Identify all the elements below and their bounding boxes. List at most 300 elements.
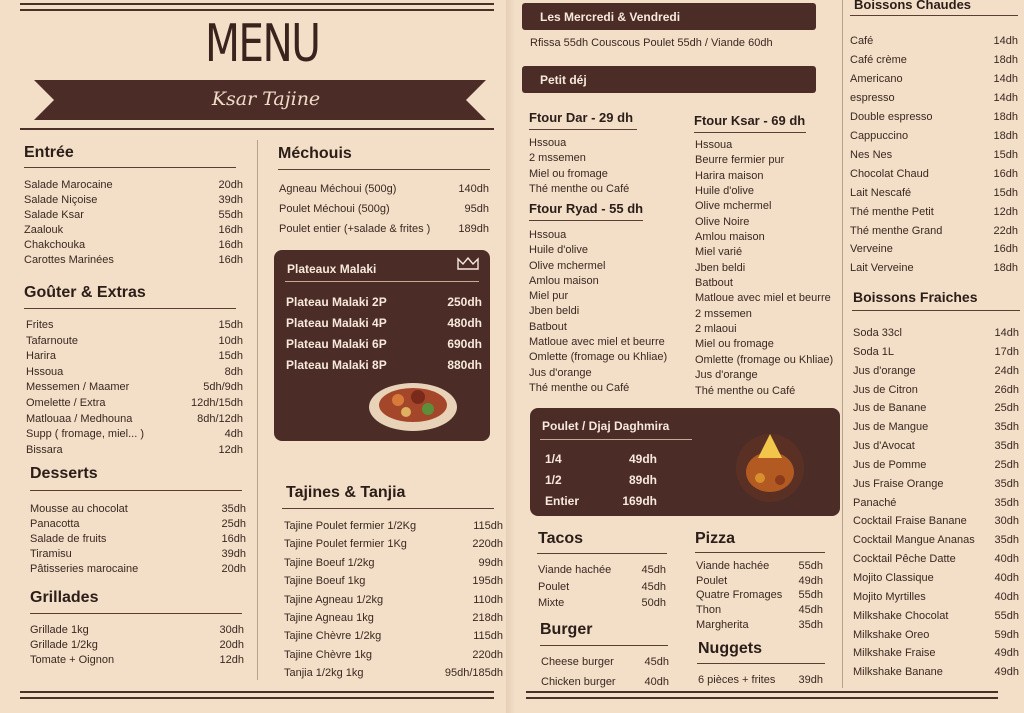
menu-item (696, 559, 823, 574)
menu-item (853, 456, 1019, 475)
list-item: Beurre fermier pur (695, 154, 785, 167)
mercredi-banner (522, 3, 816, 30)
list-item: Matloue avec miel et beurre (529, 336, 665, 349)
item-name: Tajine Agneau 1/2kg (284, 593, 384, 606)
item-name: Cocktail Mangue Ananas (853, 534, 975, 547)
item-price: 220dh (472, 648, 503, 661)
item-name: Chicken burger (541, 676, 616, 688)
menu-item (541, 652, 669, 672)
menu-item (853, 607, 1019, 626)
pizza-list (696, 559, 823, 633)
pizza-title: Pizza (695, 530, 736, 547)
list-item: Olive Noire (695, 215, 750, 228)
menu-item (698, 673, 823, 688)
list-item: Jben beldi (529, 305, 580, 318)
item-price: 18dh (993, 110, 1018, 123)
item-name: Café (850, 35, 874, 47)
item-name: Nes Nes (850, 148, 893, 161)
menu-item (26, 318, 243, 334)
menu-item (26, 349, 243, 365)
item-price: 15dh (993, 186, 1018, 199)
tacos-underline (537, 553, 667, 554)
list-item: Hssoua (529, 229, 567, 241)
menu-item (541, 672, 669, 692)
grillades-title: Grillades (30, 589, 99, 606)
petit-dej-banner (522, 66, 816, 93)
item-name: Plateau Malaki 4P (286, 316, 387, 330)
menu-item (850, 70, 1018, 89)
ftour-dar-title: Ftour Dar - 29 dh (529, 110, 634, 125)
item-name: Carottes Marinées (24, 254, 114, 266)
item-price: 8dh (224, 365, 243, 378)
menu-item (284, 627, 503, 645)
item-price: 45dh (641, 580, 666, 593)
item-price: 39dh (221, 548, 246, 560)
menu-item (850, 108, 1018, 127)
item-price: 16dh (218, 254, 243, 266)
item-name: Harira (26, 350, 56, 363)
mercredi-line: Rfissa 55dh Couscous Poulet 55dh / Viande 60dh (530, 37, 773, 49)
item-name: 6 pièces + frites (698, 674, 776, 686)
item-price: 55dh (994, 609, 1019, 622)
item-price: 880dh (447, 358, 482, 372)
item-price: 690dh (447, 337, 482, 351)
item-name: Mousse au chocolat (30, 503, 128, 515)
entree-title: Entrée (24, 144, 74, 161)
item-name: Soda 1L (853, 345, 894, 358)
menu-item (24, 238, 243, 253)
burger-list (541, 652, 669, 692)
grillades-list (30, 623, 244, 668)
item-name: Mixte (538, 597, 565, 609)
item-name: Viande hachée (538, 564, 612, 576)
plateau-food-image (366, 376, 460, 434)
item-name: Zaalouk (24, 224, 64, 236)
menu-item (853, 531, 1019, 550)
item-price: 20dh (219, 639, 244, 651)
item-name: Jus Fraise Orange (853, 477, 944, 490)
item-name: Tajine Boeuf 1kg (284, 575, 366, 588)
menu-item (284, 572, 503, 590)
mechouis-underline (278, 169, 490, 170)
mechouis-list (279, 179, 489, 239)
menu-item (850, 51, 1018, 70)
boissons-fraiches-title: Boissons Fraiches (853, 289, 978, 305)
list-item: Huile d'olive (695, 185, 754, 198)
item-price: 49dh (994, 647, 1019, 660)
poulet-title: Poulet / Djaj Daghmira (542, 419, 670, 433)
item-name: 1/2 (545, 473, 562, 487)
item-name: Quatre Fromages (696, 589, 783, 602)
list-item: Olive mchermel (695, 200, 772, 213)
entree-list (24, 178, 243, 268)
ftour-ryad-list (529, 228, 667, 396)
item-name: Milkshake Fraise (853, 647, 936, 660)
item-price: 115dh (473, 630, 503, 643)
menu-item (24, 193, 243, 208)
item-price: 12dh/15dh (191, 396, 243, 409)
menu-item (853, 437, 1019, 456)
menu-item (284, 664, 503, 682)
item-price: 16dh (221, 533, 246, 545)
item-name: Bissara (26, 443, 63, 456)
item-name: Salade de fruits (30, 533, 107, 545)
item-name: Entier (545, 494, 580, 508)
item-name: Jus d'Avocat (853, 440, 915, 453)
item-name: Poulet (538, 580, 570, 593)
item-name: Frites (26, 319, 54, 331)
item-price: 40dh (644, 676, 669, 688)
list-item: Jben beldi (695, 261, 746, 274)
item-name: Tomate + Oignon (30, 654, 115, 666)
list-item: Amlou maison (529, 274, 599, 287)
menu-item (30, 547, 246, 562)
menu-item (279, 219, 489, 239)
item-price: 4dh (224, 428, 243, 441)
ftour-ksar-list (695, 138, 833, 399)
item-price: 24dh (994, 364, 1019, 377)
item-name: Grillade 1/2kg (30, 639, 98, 651)
boissons-chaudes-underline (850, 15, 1018, 16)
menu-item (853, 362, 1019, 381)
menu-item (538, 595, 666, 612)
chicken-image (730, 428, 810, 504)
menu-item (853, 343, 1019, 362)
list-item: Omlette (fromage ou Khliae) (529, 351, 668, 364)
menu-item (853, 418, 1019, 437)
item-price: 35dh (994, 477, 1019, 490)
ftour-ryad-underline (529, 220, 643, 221)
item-name: Double espresso (850, 110, 933, 123)
poulet-box (530, 408, 840, 516)
item-price: 35dh (994, 421, 1019, 434)
item-price: 22dh (993, 224, 1018, 237)
item-name: Agneau Méchoui (500g) (279, 183, 397, 195)
menu-item (26, 365, 243, 381)
list-item: Thé menthe ou Café (529, 182, 630, 195)
burger-underline (540, 645, 668, 646)
menu-item (26, 443, 243, 459)
list-item: Batbout (529, 320, 567, 333)
item-name: Poulet Méchoui (500g) (279, 203, 390, 215)
nuggets-list (698, 673, 823, 688)
menu-item (284, 554, 503, 572)
desserts-list (30, 502, 246, 577)
bottom-rule-right (526, 691, 998, 693)
item-price: 55dh (798, 589, 823, 602)
item-name: Mojito Classique (853, 571, 934, 584)
menu-item (286, 355, 482, 376)
menu-item (853, 569, 1019, 588)
ftour-ryad-title: Ftour Ryad - 55 dh (529, 201, 644, 216)
menu-item (279, 199, 489, 219)
item-name: Cheese burger (541, 656, 614, 668)
item-price: 15dh (218, 319, 243, 331)
item-price: 30dh (994, 515, 1019, 528)
item-price: 95dh (464, 203, 489, 215)
item-price: 12dh (218, 443, 243, 456)
item-name: Pâtisseries marocaine (30, 563, 139, 575)
bottom-rule-right (526, 697, 998, 699)
item-price: 25dh (994, 458, 1019, 471)
menu-item (286, 313, 482, 334)
menu-item (696, 574, 823, 589)
menu-item (545, 449, 657, 470)
ftour-dar-list (529, 136, 629, 197)
nuggets-title: Nuggets (698, 640, 762, 657)
item-name: Panaché (853, 496, 897, 509)
ftour-ksar-title: Ftour Ksar - 69 dh (694, 113, 806, 128)
menu-item (26, 427, 243, 443)
item-price: 8dh/12dh (197, 412, 243, 425)
item-price: 39dh (798, 674, 823, 686)
item-price: 17dh (994, 345, 1019, 358)
item-price: 89dh (628, 473, 657, 487)
menu-item (850, 165, 1018, 184)
item-name: Lait Nescafé (850, 186, 912, 199)
item-price: 35dh (994, 440, 1019, 453)
item-name: Matlouaa / Medhouna (26, 412, 133, 425)
menu-title: MENU (205, 14, 320, 74)
item-price: 35dh (994, 496, 1019, 509)
item-price: 25dh (221, 518, 246, 530)
item-name: Thé menthe Petit (850, 205, 934, 218)
menu-item (279, 179, 489, 199)
item-name: Milkshake Chocolat (853, 609, 949, 622)
item-name: Soda 33cl (853, 327, 902, 339)
item-name: Tajine Boeuf 1/2kg (284, 556, 375, 569)
mercredi-text (530, 37, 773, 49)
entree-underline (24, 167, 236, 168)
menu-item (545, 470, 657, 491)
menu-item (853, 381, 1019, 400)
item-price: 10dh (218, 334, 243, 347)
menu-item (853, 399, 1019, 418)
item-price: 14dh (993, 72, 1018, 85)
nuggets-underline (697, 663, 825, 664)
item-name: Tafarnoute (26, 334, 78, 347)
item-name: Panacotta (30, 518, 80, 530)
item-price: 218dh (472, 612, 503, 625)
item-price: 195dh (472, 575, 503, 588)
item-name: Chocolat Chaud (850, 167, 929, 180)
item-price: 16dh (993, 167, 1018, 180)
list-item: Huile d'olive (529, 244, 588, 257)
item-name: Tajine Poulet fermier 1Kg (284, 538, 407, 551)
item-name: Milkshake Banane (853, 666, 943, 679)
item-price: 50dh (641, 597, 666, 609)
item-price: 140dh (458, 183, 489, 195)
item-price: 99dh (478, 556, 503, 569)
menu-item (538, 562, 666, 579)
page-fold (506, 0, 516, 713)
boissons-chaudes-title: Boissons Chaudes (854, 0, 972, 12)
menu-item (26, 380, 243, 396)
gouter-list (26, 318, 243, 458)
drinks-divider (842, 0, 843, 688)
menu-item (850, 127, 1018, 146)
item-name: Chakchouka (24, 239, 86, 251)
item-price: 55dh (798, 560, 823, 572)
menu-item (284, 609, 503, 627)
menu-item (853, 494, 1019, 513)
item-price: 40dh (994, 590, 1019, 603)
item-price: 25dh (994, 402, 1019, 415)
menu-item (30, 638, 244, 653)
menu-item (24, 178, 243, 193)
item-price: 14dh (993, 35, 1018, 47)
list-item: 2 mssemen (695, 307, 752, 320)
menu-item (30, 653, 244, 668)
item-name: Salade Ksar (24, 209, 84, 221)
menu-item (284, 517, 503, 535)
menu-item (850, 146, 1018, 165)
item-price: 15dh (993, 148, 1018, 161)
crown-icon (457, 257, 479, 271)
item-name: Omelette / Extra (26, 396, 106, 409)
item-name: Plateau Malaki 8P (286, 358, 387, 372)
ftour-ksar-underline (694, 132, 806, 133)
list-item: Miel pur (529, 290, 569, 303)
list-item: Harira maison (695, 169, 764, 182)
item-name: Supp ( fromage, miel... ) (26, 428, 144, 441)
item-price: 480dh (447, 316, 482, 330)
menu-item (850, 184, 1018, 203)
list-item: 2 mlaoui (695, 323, 737, 336)
item-price: 5dh/9dh (203, 381, 243, 394)
list-item: Hssoua (529, 137, 567, 149)
list-item: Hssoua (695, 139, 733, 151)
desserts-underline (30, 490, 242, 491)
menu-item (853, 663, 1019, 682)
restaurant-name: Ksar Tajine (211, 88, 321, 110)
list-item: Miel ou fromage (695, 338, 774, 351)
item-price: 49dh (798, 574, 823, 587)
item-name: Thon (696, 604, 722, 617)
menu-item (26, 334, 243, 350)
tajines-list (284, 517, 503, 683)
item-name: Americano (850, 72, 903, 85)
plateaux-list (286, 292, 482, 376)
menu-item (853, 324, 1019, 343)
plateaux-divider (285, 281, 479, 282)
list-item: Thé menthe ou Café (529, 381, 630, 394)
menu-item (850, 222, 1018, 241)
menu-item (26, 396, 243, 412)
item-price: 16dh (993, 243, 1018, 256)
petit-dej-title: Petit déj (540, 72, 587, 87)
list-item: Batbout (695, 277, 733, 290)
item-name: Salade Marocaine (24, 179, 113, 191)
grillades-underline (30, 613, 242, 614)
item-name: Tajine Agneau 1kg (284, 612, 374, 625)
menu-item (30, 532, 246, 547)
list-item: 2 mssemen (529, 152, 586, 165)
menu-item (24, 253, 243, 268)
menu-item (850, 89, 1018, 108)
item-name: Mojito Myrtilles (853, 590, 926, 603)
item-name: Plateau Malaki 6P (286, 337, 387, 351)
menu-item (30, 502, 246, 517)
item-name: Poulet entier (+salade & frites ) (279, 223, 431, 235)
boissons-chaudes-list (850, 32, 1018, 278)
item-price: 18dh (993, 262, 1018, 275)
item-price: 49dh (628, 452, 657, 466)
mechouis-title: Méchouis (278, 145, 352, 162)
menu-item (850, 203, 1018, 222)
item-name: Hssoua (26, 365, 64, 378)
menu-item (545, 491, 657, 512)
plateaux-title: Plateaux Malaki (287, 262, 377, 276)
item-price: 18dh (993, 53, 1018, 66)
item-name: Jus d'orange (853, 364, 916, 377)
poulet-list (545, 449, 657, 512)
list-item: Jus d'orange (695, 369, 758, 382)
item-price: 115dh (473, 520, 503, 532)
item-price: 40dh (994, 571, 1019, 584)
item-name: Tajine Poulet fermier 1/2Kg (284, 520, 417, 532)
list-item: Jus d'orange (529, 366, 592, 379)
menu-item (853, 550, 1019, 569)
bottom-rule (20, 691, 494, 693)
item-name: Verveine (850, 243, 893, 256)
pizza-underline (695, 552, 825, 553)
item-price: 250dh (447, 295, 482, 309)
menu-item (853, 644, 1019, 663)
item-name: Café crème (850, 53, 907, 66)
tacos-title: Tacos (538, 530, 584, 547)
menu-item (850, 32, 1018, 51)
item-name: Poulet (696, 574, 728, 587)
item-name: Tajine Chèvre 1kg (284, 648, 373, 661)
item-name: Jus de Mangue (853, 421, 929, 434)
menu-item (284, 591, 503, 609)
item-price: 95dh/185dh (444, 667, 503, 680)
item-price: 169dh (622, 494, 657, 508)
item-price: 110dh (473, 593, 503, 606)
item-price: 49dh (994, 666, 1019, 679)
list-item: Matloue avec miel et beurre (695, 292, 831, 305)
menu-item (286, 292, 482, 313)
burger-title: Burger (540, 621, 593, 638)
item-name: Thé menthe Grand (850, 224, 943, 237)
item-name: Tajine Chèvre 1/2kg (284, 630, 382, 643)
item-price: 30dh (219, 624, 244, 636)
item-price: 55dh (218, 209, 243, 221)
item-name: Salade Niçoise (24, 194, 98, 206)
menu-item (696, 603, 823, 618)
item-price: 18dh (993, 129, 1018, 142)
boissons-fraiches-underline (852, 310, 1020, 311)
item-name: Milkshake Oreo (853, 628, 930, 641)
menu-item (696, 588, 823, 603)
poulet-divider (540, 439, 692, 440)
item-price: 40dh (994, 553, 1019, 566)
menu-item (850, 259, 1018, 278)
boissons-fraiches-list (853, 324, 1019, 682)
gouter-underline (24, 308, 236, 309)
item-name: Plateau Malaki 2P (286, 295, 387, 309)
item-name: Tiramisu (30, 548, 72, 560)
item-price: 35dh (798, 618, 823, 631)
item-price: 15dh (218, 350, 243, 363)
item-name: Margherita (696, 618, 749, 631)
menu-item (26, 412, 243, 428)
menu-item (853, 626, 1019, 645)
item-price: 20dh (218, 179, 243, 191)
item-price: 35dh (221, 503, 246, 515)
item-price: 16dh (218, 239, 243, 251)
